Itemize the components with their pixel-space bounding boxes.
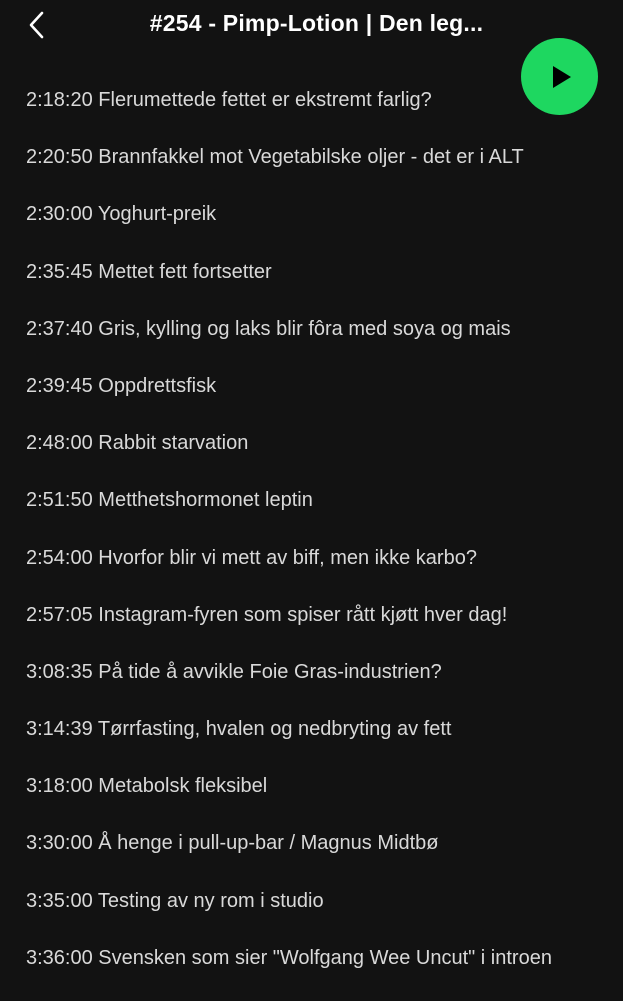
- chapter-item[interactable]: 2:18:20 Flerumettede fettet er ekstremt farlig?: [26, 89, 432, 111]
- chapter-item[interactable]: 2:39:45 Oppdrettsfisk: [26, 374, 217, 397]
- chapter-item[interactable]: 3:36:00 Svensken som sier "Wolfgang Wee Uncut" i introen: [26, 946, 552, 969]
- chapter-item[interactable]: 2:37:40 Gris, kylling og laks blir fôra med soya og mais: [26, 317, 511, 340]
- back-button[interactable]: [20, 8, 56, 44]
- chapter-list: [26, 86, 623, 1001]
- chapter-item[interactable]: 2:35:45 Mettet fett fortsetter: [26, 260, 272, 283]
- chapter-item[interactable]: 3:08:35 På tide å avvikle Foie Gras-industrien?: [26, 660, 442, 683]
- chapter-item[interactable]: 3:35:00 Testing av ny rom i studio: [26, 889, 324, 912]
- chapter-item[interactable]: 3:30:00 Å henge i pull-up-bar / Magnus Midtbø: [26, 832, 439, 855]
- chapter-item[interactable]: 2:54:00 Hvorfor blir vi mett av biff, men ikke karbo?: [26, 546, 477, 569]
- chapter-item[interactable]: 3:18:00 Metabolsk fleksibel: [26, 775, 268, 798]
- chapter-item[interactable]: 2:20:50 Brannfakkel mot Vegetabilske oljer - det er i ALT: [26, 146, 524, 169]
- chapter-item[interactable]: 2:57:05 Instagram-fyren som spiser rått kjøtt hver dag!: [26, 603, 508, 626]
- episode-title: #254 - Pimp-Lotion | Den leg...: [149, 10, 484, 36]
- chapter-item[interactable]: 2:48:00 Rabbit starvation: [26, 432, 249, 455]
- chapter-item[interactable]: 2:51:50 Metthetshormonet leptin: [26, 489, 313, 512]
- chevron-left-icon: [20, 8, 56, 44]
- top-bar: [0, 0, 623, 56]
- chapter-item[interactable]: 2:30:00 Yoghurt-preik: [26, 203, 217, 226]
- chapter-item[interactable]: 3:14:39 Tørrfasting, hvalen og nedbryting av fett: [26, 718, 452, 741]
